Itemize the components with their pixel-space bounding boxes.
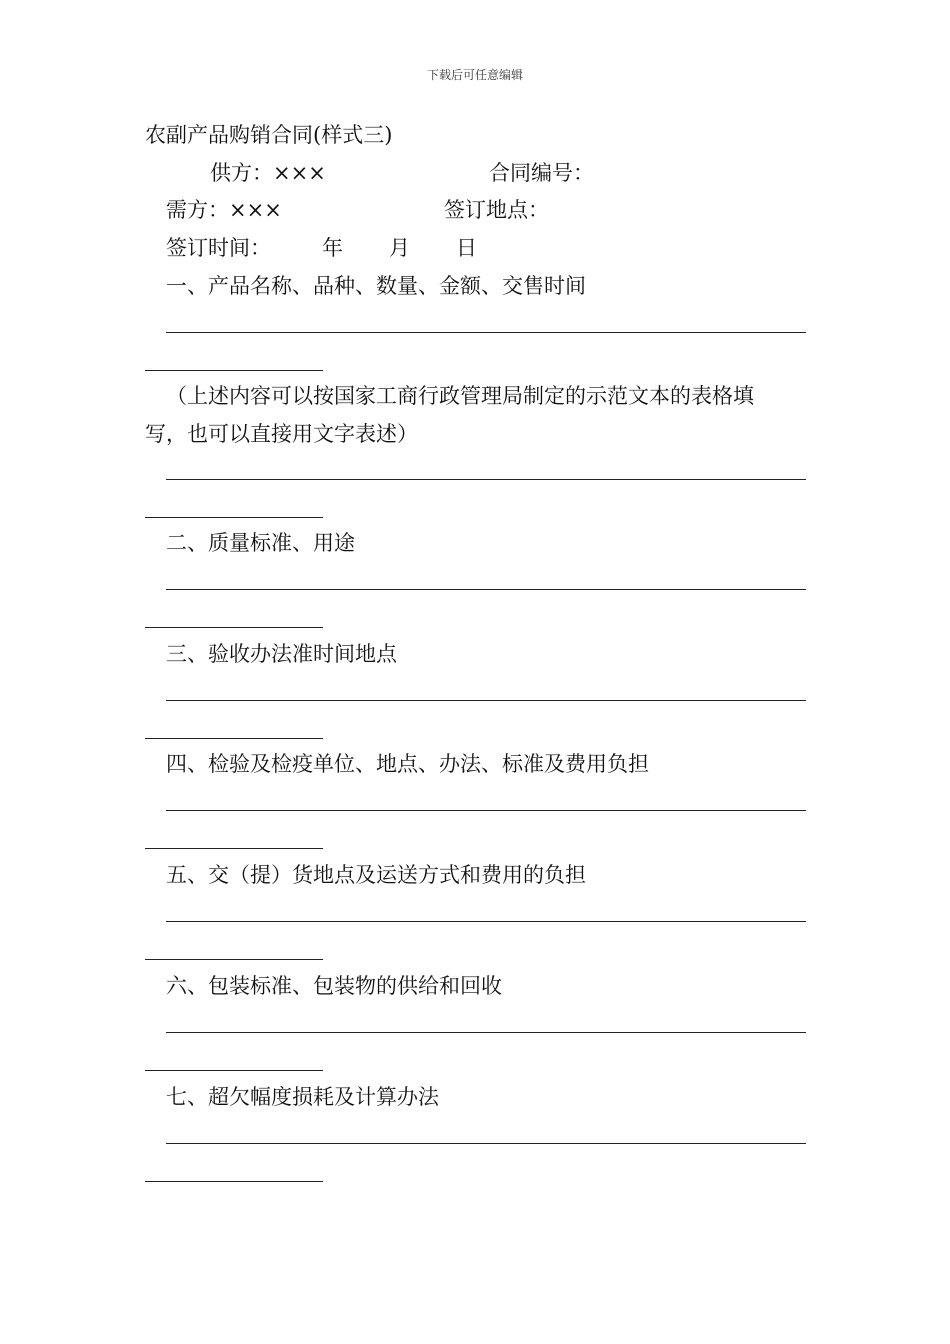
sign-day: 日 <box>456 236 477 260</box>
fill-line <box>145 517 323 518</box>
section-heading: 三、验收办法准时间地点 <box>166 642 397 666</box>
fill-line <box>166 479 806 480</box>
fill-line <box>166 1143 806 1144</box>
page-header: 下载后可任意编辑 <box>426 68 523 82</box>
fill-line <box>166 700 806 701</box>
section-heading: 七、超欠幅度损耗及计算办法 <box>166 1085 439 1109</box>
fill-line <box>145 959 323 960</box>
contract-number-label: 合同编号： <box>489 161 594 185</box>
supplier-label: 供方：××× <box>210 161 326 185</box>
section-heading: 六、包装标准、包装物的供给和回收 <box>166 974 502 998</box>
fill-line <box>166 589 806 590</box>
section-heading: 四、检验及检疫单位、地点、办法、标准及费用负担 <box>166 752 649 776</box>
section-heading: 二、质量标准、用途 <box>166 531 355 555</box>
fill-line <box>145 738 323 739</box>
contract-title: 农副产品购销合同(样式三) <box>145 123 393 147</box>
fill-line <box>166 1032 806 1033</box>
fill-line <box>145 627 323 628</box>
sign-month: 月 <box>389 236 410 260</box>
buyer-label: 需方：××× <box>166 198 282 222</box>
sign-year: 年 <box>322 236 343 260</box>
sign-place-label: 签订地点： <box>444 198 549 222</box>
fill-line <box>145 1070 323 1071</box>
fill-line <box>145 848 323 849</box>
fill-line <box>166 921 806 922</box>
fill-line <box>145 370 323 371</box>
fill-line <box>166 810 806 811</box>
section-heading: 一、产品名称、品种、数量、金额、交售时间 <box>166 274 586 298</box>
sign-time-label: 签订时间： <box>166 236 271 260</box>
note-line: 写，也可以直接用文字表述） <box>145 422 418 446</box>
fill-line <box>166 332 806 333</box>
note-line: （上述内容可以按国家工商行政管理局制定的示范文本的表格填 <box>166 384 754 408</box>
fill-line <box>145 1181 323 1182</box>
section-heading: 五、交（提）货地点及运送方式和费用的负担 <box>166 863 586 887</box>
